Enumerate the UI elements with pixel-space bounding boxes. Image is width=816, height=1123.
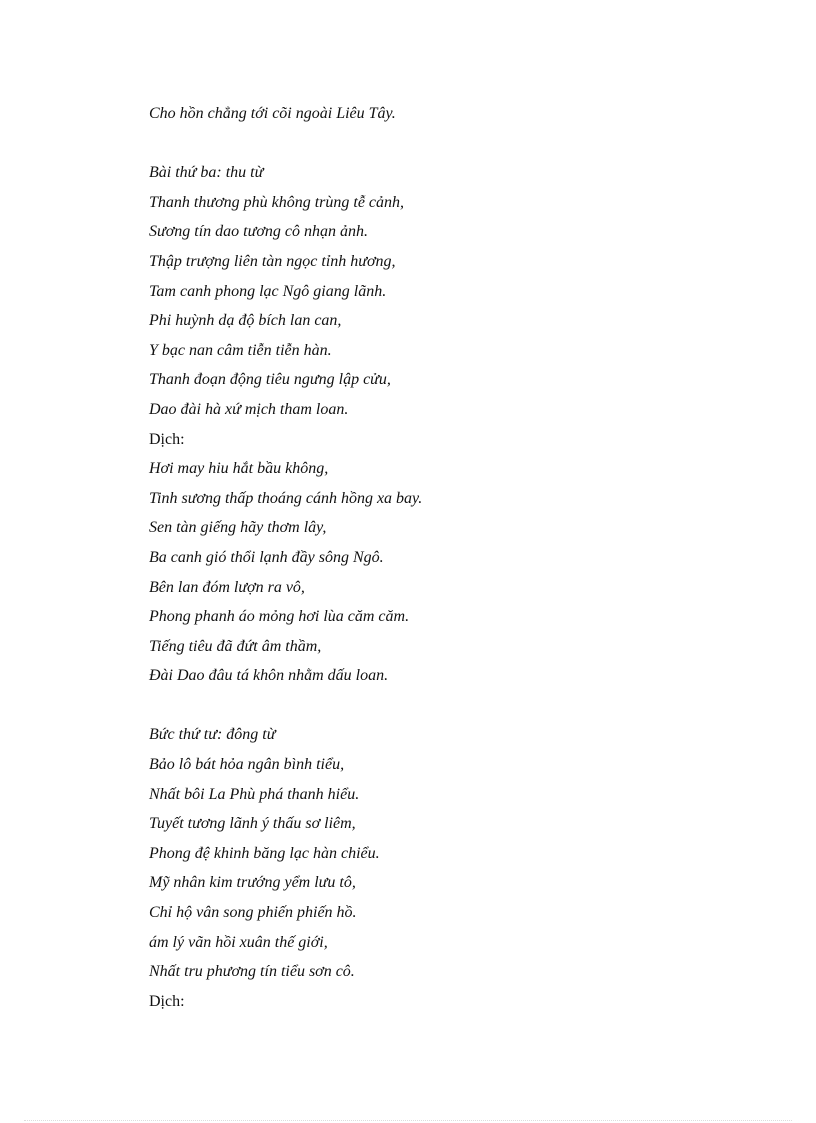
blank-line [149,691,769,721]
text-line: Bức thứ tư: đông từ [149,726,276,744]
blank-line [149,129,769,159]
text-line: Thanh đoạn động tiêu ngưng lập cửu, [149,371,391,389]
text-line: Bên lan đóm lượn ra vô, [149,578,305,596]
text-line: Bảo lô bát hỏa ngân bình tiểu, [149,756,345,774]
text-line: Tiếng tiêu đã đứt âm thầm, [149,637,322,655]
text-line: Mỹ nhân kim trướng yểm lưu tô, [149,874,356,892]
text-line: Tinh sương thấp thoáng cánh hồng xa bay. [149,489,423,507]
text-line: Đài Dao đâu tá khôn nhằm dấu loan. [149,667,389,685]
text-line: Phi huỳnh dạ độ bích lan can, [149,312,342,330]
text-line: Chỉ hộ vân song phiến phiến hồ. [149,904,357,922]
text-line: Dịch: [149,430,185,448]
text-line: Cho hồn chẳng tới cõi ngoài Liêu Tây. [149,105,396,122]
poem-text-block [149,99,769,1016]
text-line: Sen tàn giếng hãy thơm lây, [149,519,327,537]
text-line: Ba canh gió thổi lạnh đầy sông Ngô. [149,548,384,566]
text-line: Dao đài hà xứ mịch tham loan. [149,400,349,418]
text-line: Bài thứ ba: thu từ [149,164,264,182]
text-line: Phong đệ khinh băng lạc hàn chiểu. [149,844,380,862]
text-line: Tuyết tương lãnh ý thấu sơ liêm, [149,815,356,833]
text-line: Sương tín dao tương cô nhạn ảnh. [149,223,368,241]
text-line: ám lý vãn hồi xuân thế giới, [149,933,328,951]
text-line: Tam canh phong lạc Ngô giang lãnh. [149,282,387,300]
text-line: Phong phanh áo mỏng hơi lùa căm căm. [149,608,410,626]
text-line: Dịch: [149,992,185,1010]
text-line: Nhất tru phương tín tiểu sơn cô. [149,963,355,981]
text-line: Nhất bôi La Phù phá thanh hiểu. [149,785,360,803]
text-line: Hơi may hiu hắt bầu không, [149,460,329,478]
text-line: Thanh thương phù không trùng tễ cảnh, [149,193,405,211]
page-bottom-edge [24,1120,792,1121]
text-line: Thập trượng liên tàn ngọc tỉnh hương, [149,252,396,270]
text-line: Y bạc nan câm tiễn tiễn hàn. [149,341,332,359]
